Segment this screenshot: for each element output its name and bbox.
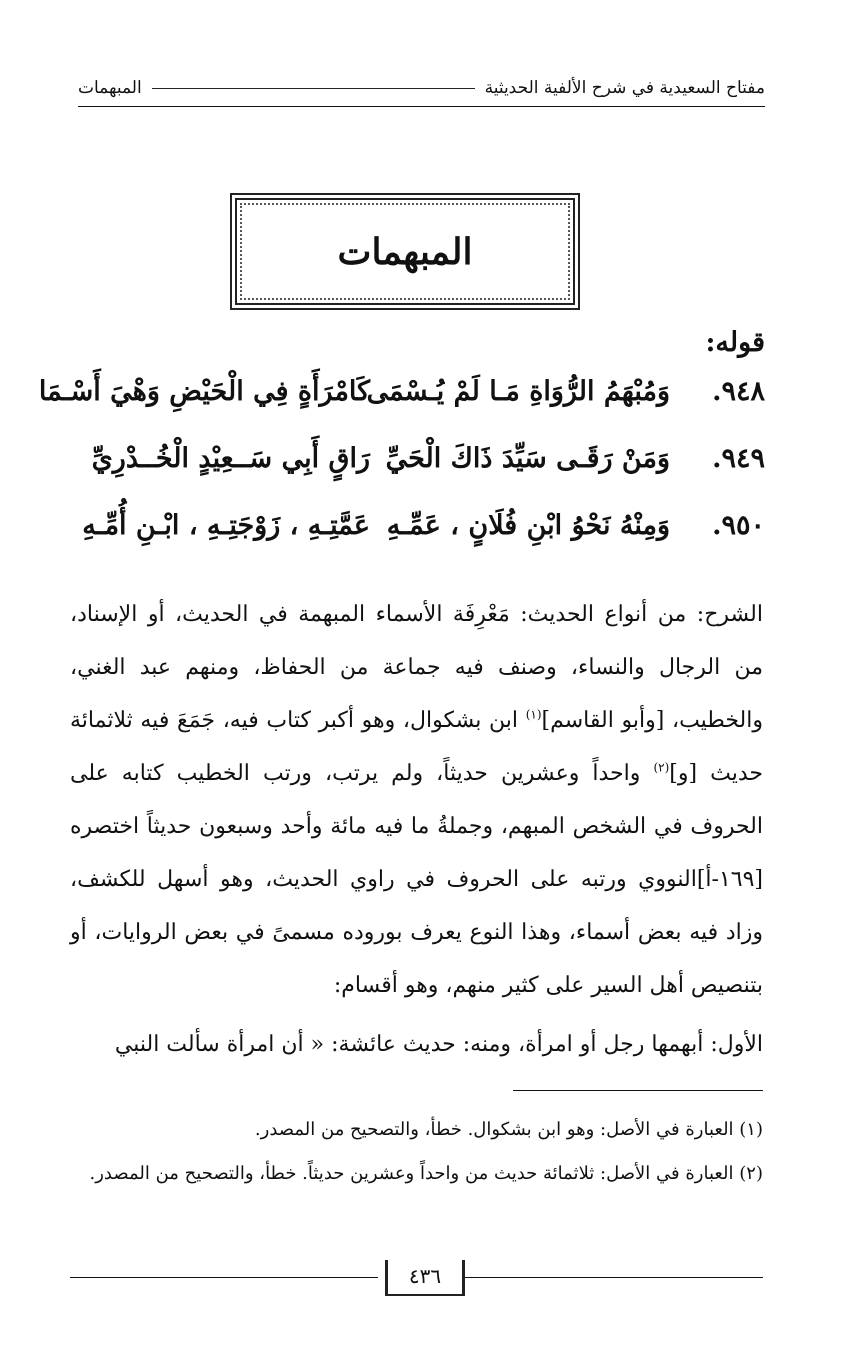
verse-first-hemistich: وَمِنْهُ نَحْوُ ابْنِ فُلَانٍ ، عَمِّـهِ (386, 510, 670, 541)
verse-second-hemistich: عَمَّتِـهِ ، زَوْجَتِـهِ ، ابْـنِ أُمِّـهِ (82, 510, 370, 541)
verse-line (70, 510, 765, 556)
verse-number: ٩٤٨. (712, 376, 765, 407)
header-book-title: مفتاح السعيدية في شرح الألفية الحديثية (484, 78, 765, 98)
verse-second-hemistich: كَامْرَأَةٍ فِي الْحَيْضِ وَهْيَ أَسْـمَا (38, 376, 370, 407)
footnote: (١) العبارة في الأصل: وهو ابن بشكوال. خطأ، والتصحيح من المصدر. (254, 1119, 763, 1140)
chapter-title-frame (230, 193, 580, 310)
verse-line (38, 376, 765, 422)
verse-intro: قوله: (705, 327, 765, 358)
commentary-text: واحداً وعشرين حديثاً، ولم يرتب، ورتب الخطيب كتابه على الحروف في الشخص المبهم، وجملةُ ما فيه مائة وأحد وسبعون حديثاً اختصره [١٦٩-أ]النووي ورتبه على الحروف في راوي الحديث، وهو أسهل للكشف، وزاد فيه بعض أسماء، وهذا النوع يعرف بوروده مسمىً في بعض الروايات، أو بتنصيص أهل السير على كثير منهم، وهو أقسام: (70, 761, 763, 998)
header-section: المبهمات (78, 78, 142, 98)
verse-first-hemistich: وَمُبْهَمُ الرُّوَاةِ مَـا لَمْ يُـسْمَى (366, 376, 670, 407)
running-header (78, 74, 765, 102)
footnote-marker: (١) (525, 707, 542, 722)
page-number: ٤٣٦ (385, 1260, 465, 1296)
chapter-title: المبهمات (337, 230, 473, 273)
header-dash-rule (152, 88, 475, 89)
footnote-marker: (٢) (653, 760, 670, 775)
footnotes (70, 1108, 763, 1196)
commentary-body (70, 588, 763, 1071)
verse-number: ٩٥٠. (712, 510, 765, 541)
footnote: (٢) العبارة في الأصل: ثلاثمائة حديث من واحداً وعشرين حديثاً. خطأ، والتصحيح من المصدر. (89, 1163, 763, 1184)
commentary-text: ابن بشكوال، وهو أكبر كتاب فيه، جَمَعَ فيه ثلاثمائة حديث [و] (70, 708, 764, 786)
commentary-text: الشرح: من أنواع الحديث: مَعْرِفَة الأسماء المبهمة في الحديث، أو الإسناد، من الرجال والنساء، وصنف فيه جماعة من الحفاظ، ومنهم عبد الغني، والخطيب، [وأبو القاسم] (70, 602, 763, 733)
commentary-paragraph (70, 588, 763, 1012)
footer-rule (70, 1277, 378, 1278)
footnote-separator (513, 1090, 763, 1091)
verse-first-hemistich: وَمَنْ رَقَـى سَيِّدَ ذَاكَ الْحَيِّ (385, 443, 670, 474)
verse-second-hemistich: رَاقٍ أَبِي سَــعِيْدٍ الْخُــدْرِيِّ (91, 443, 370, 474)
footer-rule (463, 1277, 763, 1278)
header-rule (78, 106, 765, 107)
verse-line (70, 443, 765, 489)
verse-number: ٩٤٩. (712, 443, 765, 474)
commentary-paragraph: الأول: أبهمها رجل أو امرأة، ومنه: حديث عائشة: « أن امرأة سألت النبي (114, 1032, 763, 1057)
